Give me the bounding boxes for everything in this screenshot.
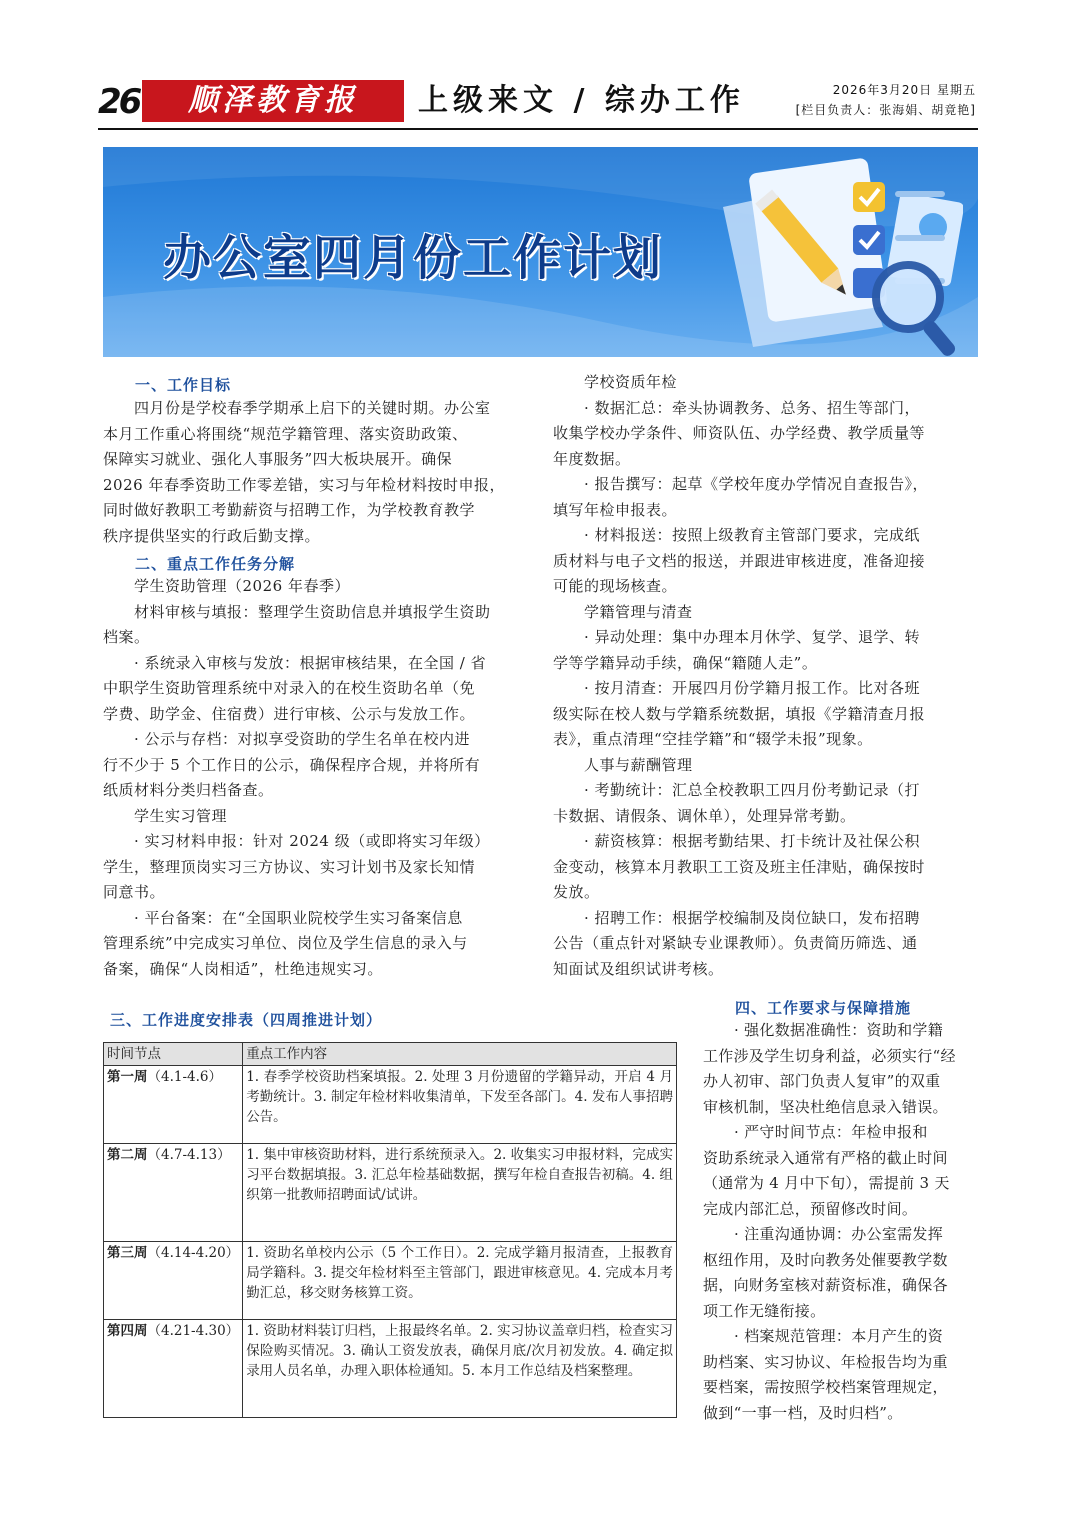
text-line: （通常为 4 月中下旬），需提前 3 天 [703,1174,950,1192]
table-header-row [104,1043,677,1066]
text-line: 学等学籍异动手续，确保“籍随人走”。 [553,653,818,672]
table-row [104,1144,677,1242]
text-line: · 档案规范管理：本月产生的资 [734,1327,944,1345]
work-goals-text [103,396,505,549]
text-line: 做到“一事一档，及时归档”。 [703,1403,903,1422]
text-line: 审核机制，坚决杜绝信息录入错误。 [703,1097,948,1116]
text-line: · 薪资核算：根据考勤结果、打卡统计及社保公积 [584,832,921,850]
heading-task-breakdown: 二、重点工作任务分解 [135,555,296,573]
subheading-hr-payroll: 人事与薪酬管理 [584,755,693,774]
text-line: · 数据汇总：牵头协调教务、总务、招生等部门， [584,398,921,417]
banner [103,147,978,357]
text-line: 档案。 [103,628,150,646]
text-line: 学费、助学金、住宿费）进行审核、公示与发放工作。 [103,704,476,723]
text-line: · 注重沟通协调：办公室需发挥 [734,1225,944,1243]
week-content: 1. 春季学校资助档案填报。2. 处理 3 月份遗留的学籍异动，开启 4 月考勤统计。3. 制定年检材料收集清单，下发至各部门。4. 发布人事招聘公告。 [243,1066,677,1144]
text-line: 学生，整理顶岗实习三方协议、实习计划书及家长知情 [103,857,476,876]
text-line: 表》，重点清理“空挂学籍”和“辍学未报”现象。 [553,730,873,748]
text-line: · 材料报送：按照上级教育主管部门要求，完成纸 [584,526,921,544]
checklist-illustration-icon [663,147,963,357]
text-line: 保障实习就业、强化人事服务”四大板块展开。确保 [103,450,453,468]
text-line: 质材料与电子文档的报送，并跟进审核进度，准备迎接 [553,551,926,570]
text-line: 备案，确保“人岗相适”，杜绝违规实习。 [103,959,383,978]
week-cell [104,1144,243,1242]
text-line: · 强化数据准确性：资助和学籍 [734,1021,944,1039]
schedule-table [103,1042,677,1418]
subheading-student-records: 学籍管理与清查 [584,602,693,621]
text-line: 本月工作重心将围绕“规范学籍管理、落实资助政策、 [103,424,468,443]
week-cell [104,1320,243,1418]
text-line: 四月份是学校春季学期承上启下的关键时期。办公室 [134,399,491,417]
text-line: 秩序提供坚实的行政后勤支撑。 [103,526,321,545]
week-label: 第一周 [107,1069,148,1085]
newspaper-logo: 顺泽教育报 [142,80,404,122]
week-range: （4.7-4.13） [147,1147,231,1163]
text-line: · 招聘工作：根据学校编制及岗位缺口，发布招聘 [584,908,921,927]
week-cell [104,1066,243,1144]
text-line: · 平台备案：在“全国职业院校学生实习备案信息 [134,908,463,927]
column-header-time: 时间节点 [104,1043,243,1066]
subheading-student-aid: 学生资助管理（2026 年春季） [134,577,350,595]
subheading-annual-inspection: 学校资质年检 [584,373,678,391]
week-range: （4.21-4.30） [147,1323,240,1339]
text-line: 可能的现场核查。 [553,577,678,595]
text-line: 据，向财务室核对薪资标准，确保各 [703,1276,948,1294]
masthead-rule [98,128,978,130]
text-line: 级实际在校人数与学籍系统数据，填报《学籍清查月报 [553,704,926,723]
text-line: 材料审核与填报：整理学生资助信息并填报学生资助 [134,602,491,621]
heading-requirements: 四、工作要求与保障措施 [735,999,912,1017]
text-line: 枢纽作用，及时向教务处催要教学数 [703,1250,948,1269]
text-line: · 按月清查：开展四月份学籍月报工作。比对各班 [584,679,921,697]
text-line: 完成内部汇总，预留修改时间。 [703,1199,918,1218]
text-line: · 公示与存档：对拟享受资助的学生名单在校内进 [134,730,471,748]
text-line: 行不少于 5 个工作日的公示，确保程序合规，并将所有 [103,755,481,774]
text-line: 填写年检申报表。 [553,500,678,519]
table-row [104,1066,677,1144]
requirements-text [703,1018,956,1426]
subheading-internship: 学生实习管理 [134,806,228,825]
text-line: 2026 年春季资助工作零差错，实习与年检材料按时申报， [103,475,505,494]
text-line: · 实习材料申报：针对 2024 级（或即将实习年级） [134,832,490,850]
heading-work-goals: 一、工作目标 [135,376,232,394]
table-row [104,1242,677,1320]
text-line: 卡数据、请假条、调休单），处理异常考勤。 [553,806,856,825]
week-cell [104,1242,243,1320]
week-label: 第四周 [107,1323,148,1339]
heading-schedule: 三、工作进度安排表（四周推进计划） [110,1011,383,1029]
text-line: 知面试及组织试讲考核。 [553,959,724,978]
text-line: 资助系统录入通常有严格的截止时间 [703,1148,948,1167]
text-line: 工作涉及学生切身利益，必须实行“经 [703,1046,956,1065]
table-row [104,1320,677,1418]
text-line: · 严守时间节点：年检申报和 [734,1123,928,1141]
section-title: 上级来文 / 综办工作 [418,83,745,118]
week-content: 1. 资助名单校内公示（5 个工作日）。2. 完成学籍月报清查，上报教育局学籍科。3. 提交年检材料至主管部门，跟进审核意见。4. 完成本月考勤汇总，移交财务核算工资。 [243,1242,677,1320]
text-line: · 异动处理：集中办理本月休学、复学、退学、转 [584,628,921,646]
issue-date: 2026年3月20日 星期五 [832,83,976,97]
text-line: · 系统录入审核与发放：根据审核结果，在全国 / 省 [134,653,487,672]
text-line: 办人初审、部门负责人复审”的双重 [703,1072,941,1090]
text-line: 年度数据。 [553,449,631,468]
page-number: 26 [98,82,140,122]
week-label: 第三周 [107,1245,148,1261]
dateline [796,80,976,120]
week-content: 1. 资助材料装订归档，上报最终名单。2. 实习协议盖章归档，检查实习保险购买情况。3. 确认工资发放表，确保月底/次月初发放。4. 确定拟录用人员名单，办理入职体检通知。5. 本月工作总结及档案整理。 [243,1320,677,1418]
text-line: 发放。 [553,883,600,901]
text-line: 同意书。 [103,883,166,901]
text-line: 管理系统”中完成实习单位、岗位及学生信息的录入与 [103,934,468,952]
column-editors: [栏目负责人：张海娟、胡竟艳] [795,103,976,117]
text-line: · 报告撰写：起草《学校年度办学情况自查报告》， [584,475,929,493]
text-line: · 考勤统计：汇总全校教职工四月份考勤记录（打 [584,781,921,799]
week-label: 第二周 [107,1147,148,1163]
text-line: 收集学校办学条件、师资队伍、办学经费、教学质量等 [553,424,926,442]
text-line: 项工作无缝衔接。 [703,1301,826,1320]
text-line: 要档案，需按照学校档案管理规定， [703,1378,948,1396]
week-content: 1. 集中审核资助材料，进行系统预录入。2. 收集实习申报材料，完成实习平台数据填报。3. 汇总年检基础数据，撰写年检自查报告初稿。4. 组织第一批教师招聘面试/试讲。 [243,1144,677,1242]
week-range: （4.1-4.6） [147,1069,223,1085]
text-line: 中职学生资助管理系统中对录入的在校生资助名单（免 [103,679,476,697]
text-line: 纸质材料分类归档备查。 [103,781,274,799]
text-line: 同时做好教职工考勤薪资与招聘工作，为学校教育教学 [103,501,476,519]
banner-title: 办公室四月份工作计划 [163,230,664,286]
task-breakdown-left [103,574,491,982]
masthead [98,80,978,130]
text-line: 金变动，核算本月教职工工资及班主任津贴，确保按时 [553,857,926,876]
text-line: 公告（重点针对紧缺专业课教师）。负责简历筛选、通 [553,934,918,952]
task-breakdown-right [553,370,928,982]
column-header-content: 重点工作内容 [243,1043,677,1066]
text-line: 助档案、实习协议、年检报告均为重 [703,1352,948,1371]
week-range: （4.14-4.20） [147,1245,240,1261]
